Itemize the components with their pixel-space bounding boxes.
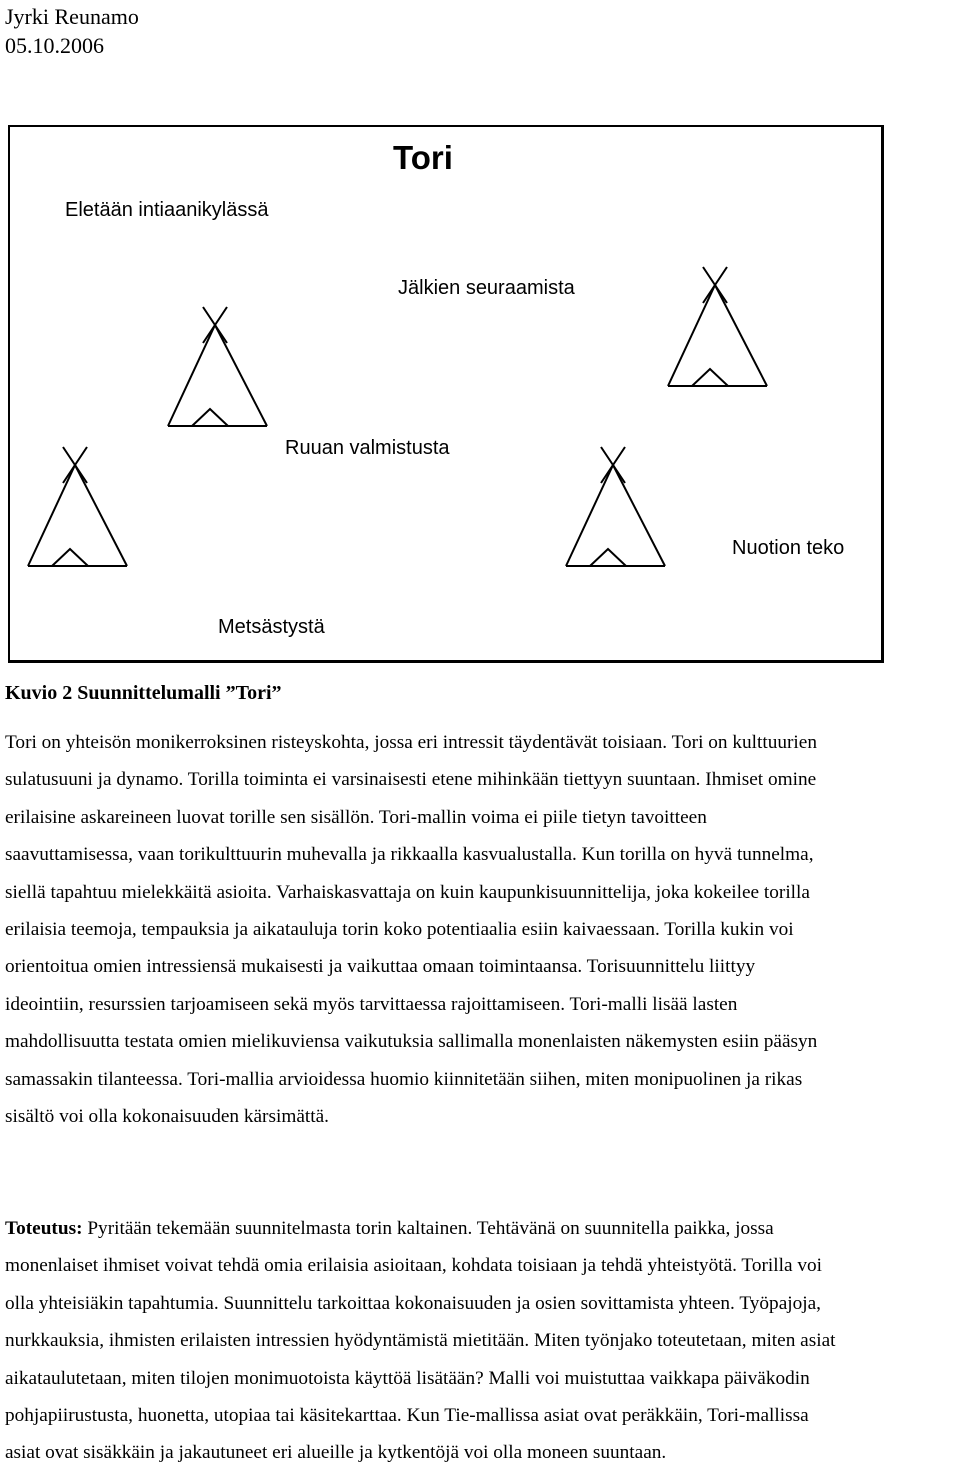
text-line: Tori on yhteisön monikerroksinen risteyskohta, jossa eri intressit täydentävät toisiaan. Tori on kulttuurien bbox=[5, 732, 817, 753]
text-line: orientoitua omien intressiensä mukaisesti ja vaikuttaa omaan toimintaansa. Torisuunnittelu liittyy bbox=[5, 956, 756, 978]
document-date: 05.10.2006 bbox=[5, 33, 104, 58]
text-line bbox=[5, 1210, 960, 1247]
text-line: saavuttamisessa, vaan torikulttuurin muhevalla ja rikkaalla kasvualustalla. Kun torilla on hyvä tunnelma, bbox=[5, 844, 814, 866]
author-name: Jyrki Reunamo bbox=[5, 4, 139, 29]
label-jalkien: Jälkien seuraamista bbox=[398, 277, 575, 299]
text-line: aikataulutetaan, miten tilojen monimuotoista käyttöä lisätään? Malli voi muistuttaa vaikkapa päiväkodin bbox=[5, 1367, 810, 1389]
text-line: olla yhteisiäkin tapahtumia. Suunnittelu tarkoittaa kokonaisuuden ja osien sovittamista yhteen. Työpajoja, bbox=[5, 1292, 821, 1314]
tipi-tent-icon bbox=[25, 445, 130, 571]
text-line: siellä tapahtuu mielekkäitä asioita. Varhaiskasvattaja on kuin kaupunkisuunnittelija, joka kokeilee torilla bbox=[5, 881, 810, 903]
text-line: erilaisia teemoja, tempauksia ja aikatauluja torin koko potentiaalia esiin kaivaessaan. Torilla kukin voi bbox=[5, 919, 794, 941]
paragraph-tori bbox=[5, 724, 960, 1135]
diagram-title: Tori bbox=[393, 139, 453, 176]
text-line: nurkkauksia, ihmisten erilaisten intressien hyödyntämistä mietitään. Miten työnjako toteutetaan, miten asiat bbox=[5, 1330, 836, 1352]
toteutus-lead: Toteutus: bbox=[5, 1218, 83, 1239]
text-line: erilaisine askareineen luovat torille sen sisällön. Tori-mallin voima ei piile tietyn tavoitteen bbox=[5, 806, 707, 828]
text-line: sulatusuuni ja dynamo. Torilla toiminta ei varsinaisesti etene mihinkään tiettyyn suuntaan. Ihmiset omine bbox=[5, 769, 817, 791]
toteutus-first-line: Pyritään tekemään suunnitelmasta torin kaltainen. Tehtävänä on suunnitella paikka, jossa bbox=[82, 1218, 774, 1239]
tori-diagram bbox=[8, 125, 884, 663]
tipi-tent-icon bbox=[563, 445, 668, 571]
text-line: asiat ovat sisäkkäin ja jakautuneet eri alueille ja kytkentöjä voi olla moneen suuntaan. bbox=[5, 1442, 667, 1464]
tipi-tent-icon bbox=[665, 265, 770, 391]
text-line: samassakin tilanteessa. Tori-mallia arvioidessa huomio kiinnitetään siihen, miten monipuolinen ja rikas bbox=[5, 1068, 803, 1090]
text-line: monenlaiset ihmiset voivat tehdä omia erilaisia asioitaan, kohdata toisiaan ja tehdä yhteistyötä. Torilla voi bbox=[5, 1255, 822, 1277]
label-ruuan: Ruuan valmistusta bbox=[285, 437, 450, 459]
text-line: pohjapiirustusta, huonetta, utopiaa tai käsitekarttaa. Kun Tie-mallissa asiat ovat peräkkäin, Tori-mallissa bbox=[5, 1405, 809, 1427]
text-line: sisältö voi olla kokonaisuuden kärsimättä. bbox=[5, 1106, 329, 1128]
figure-caption: Kuvio 2 Suunnittelumalli ”Tori” bbox=[5, 682, 282, 704]
tipi-tent-icon bbox=[165, 305, 270, 431]
paragraph-toteutus bbox=[5, 1210, 960, 1472]
label-eletaan: Eletään intiaanikylässä bbox=[65, 199, 269, 221]
document-header bbox=[5, 2, 139, 60]
text-line: ideointiin, resurssien tarjoamiseen sekä myös tarvittaessa rajoittamiseen. Tori-malli lisää lasten bbox=[5, 993, 738, 1015]
label-metsastysta: Metsästystä bbox=[218, 616, 325, 638]
label-nuotion: Nuotion teko bbox=[732, 537, 845, 559]
text-line: mahdollisuutta testata omien mielikuviensa vaikutuksia sallimalla monenlaisten näkemysten esiin pääsyn bbox=[5, 1031, 818, 1053]
